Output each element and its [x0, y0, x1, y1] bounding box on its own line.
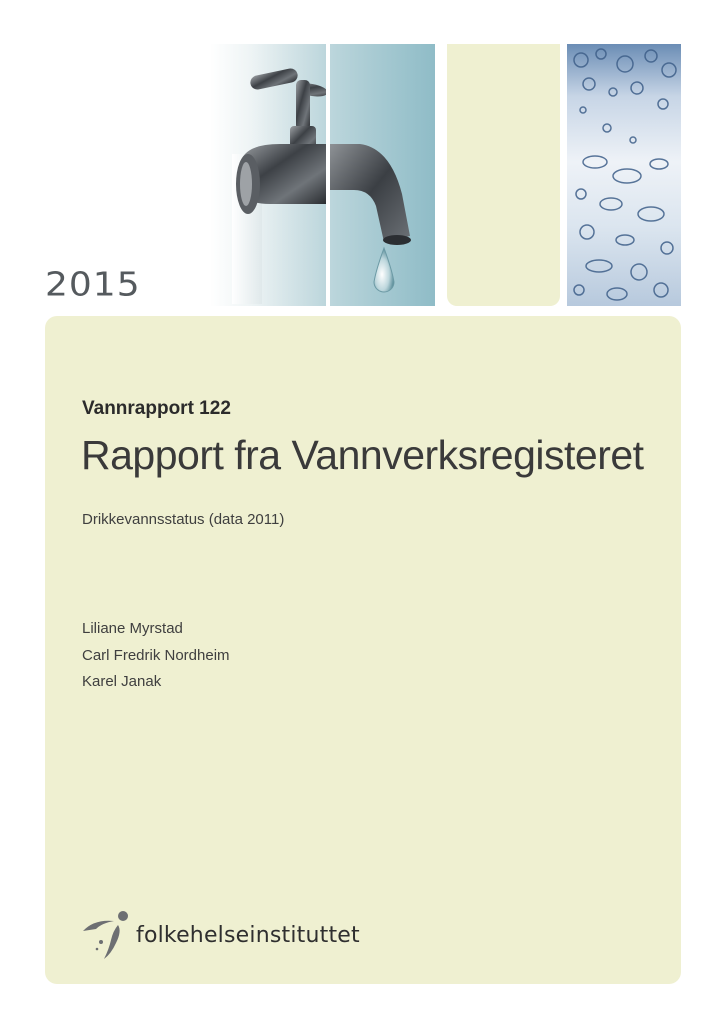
- tap-photo-left: [210, 44, 326, 306]
- bubbles-photo: [567, 44, 681, 306]
- water-drop-image: [330, 44, 435, 306]
- series-label: Vannrapport 122: [82, 398, 231, 419]
- water-tap-image: [210, 44, 326, 306]
- report-year: 2015: [45, 266, 141, 304]
- water-bubbles-image: [567, 44, 681, 306]
- publisher-logo: [80, 908, 360, 962]
- author-name: Liliane Myrstad: [82, 620, 183, 637]
- author-name: Karel Janak: [82, 673, 162, 690]
- decorative-tile: [447, 44, 560, 306]
- report-subtitle: Drikkevannsstatus (data 2011): [82, 511, 285, 528]
- publisher-name: folkehelseinstituttet: [136, 922, 360, 948]
- tap-photo-right: [330, 44, 435, 306]
- report-title: Rapport fra Vannverksregisteret: [81, 432, 644, 478]
- fhi-logo-icon: [80, 909, 132, 961]
- author-list: [82, 616, 230, 696]
- author-name: Carl Fredrik Nordheim: [82, 646, 230, 664]
